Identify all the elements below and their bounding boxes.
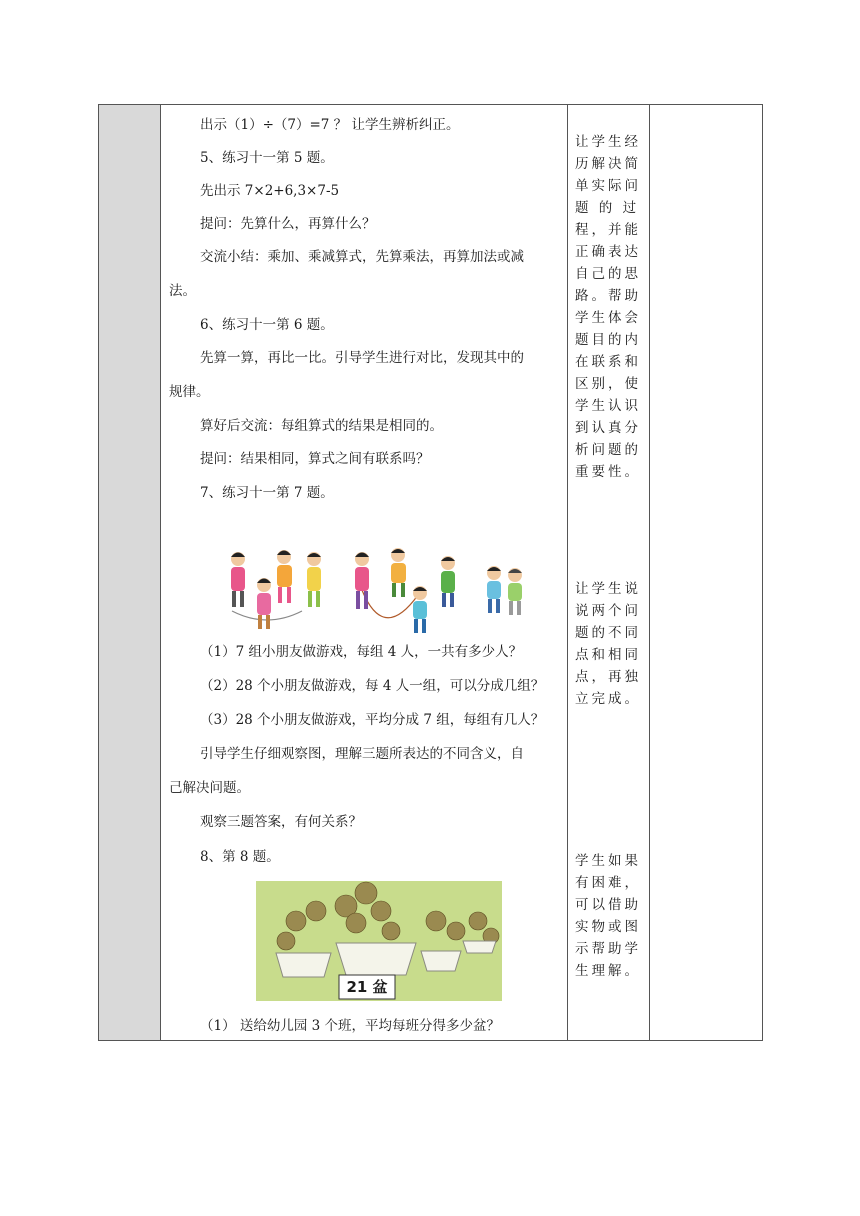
flower-pots-illustration <box>256 881 502 1001</box>
note-line: 实物或图 <box>575 919 641 935</box>
column-divider <box>649 105 650 1040</box>
note-block-1 <box>575 131 647 483</box>
question-3: （3）28 个小朋友做游戏，平均分成 7 组，每组有几人？ <box>200 712 545 728</box>
note-line: 说两个问 <box>575 603 641 619</box>
note-line: 点和相同 <box>575 647 641 663</box>
text-line: 先出示 7×2+6,3×7-5 <box>200 183 340 199</box>
note-line: 在联系和 <box>575 354 641 370</box>
note-line: 学生认识 <box>575 398 641 414</box>
note-block-3 <box>575 850 647 982</box>
question-8-1: （1） 送给幼儿园 3 个班，平均每班分得多少盆？ <box>200 1018 501 1034</box>
text-line: 观察三题答案，有何关系？ <box>200 814 362 830</box>
shaded-column <box>99 105 160 1040</box>
note-line: 历解决简 <box>575 156 641 172</box>
text-line: 提问：先算什么，再算什么？ <box>200 216 376 232</box>
text-line: 算好后交流：每组算式的结果是相同的。 <box>200 418 443 434</box>
text-line: 出示（1）÷（7）=7 ？ 让学生辨析纠正。 <box>200 117 460 133</box>
note-line: 题 的 过 <box>575 200 640 216</box>
note-line: 立完成。 <box>575 691 641 707</box>
question-1: （1）7 组小朋友做游戏，每组 4 人，一共有多少人？ <box>200 644 523 660</box>
group-jump-rope-2 <box>355 548 455 633</box>
note-line: 有困难， <box>575 875 641 891</box>
note-line: 程，并能 <box>575 222 641 238</box>
note-line: 路。帮助 <box>575 288 641 304</box>
exercise-5-heading: 5、练习十一第 5 题。 <box>200 150 334 166</box>
children-playing-illustration <box>222 545 532 637</box>
column-divider <box>160 105 161 1040</box>
column-divider <box>567 105 568 1040</box>
note-line: 区别，使 <box>575 376 641 392</box>
note-line: 正确表达 <box>575 244 641 260</box>
group-standing-children <box>487 566 522 615</box>
exercise-8-heading: 8、第 8 题。 <box>200 849 280 865</box>
flower-count-label: 21 盆 <box>346 978 388 996</box>
text-line: 规律。 <box>169 384 210 400</box>
note-line: 生理解。 <box>575 963 641 979</box>
note-line: 题目的内 <box>575 332 641 348</box>
note-line: 重要性。 <box>575 464 641 480</box>
text-line: 提问：结果相同，算式之间有联系吗？ <box>200 451 430 467</box>
note-block-2 <box>575 578 647 710</box>
note-line: 单实际问 <box>575 178 641 194</box>
note-line: 点，再独 <box>575 669 641 685</box>
question-2: （2）28 个小朋友做游戏，每 4 人一组，可以分成几组？ <box>200 678 545 694</box>
note-line: 自己的思 <box>575 266 641 282</box>
lesson-table <box>98 104 763 1041</box>
note-line: 到认真分 <box>575 420 641 436</box>
note-line: 题的不同 <box>575 625 641 641</box>
text-line: 己解决问题。 <box>169 780 250 796</box>
text-line: 交流小结：乘加、乘减算式，先算乘法，再算加法或减 <box>200 249 524 265</box>
note-line: 析问题的 <box>575 442 641 458</box>
note-line: 可以借助 <box>575 897 641 913</box>
note-line: 让学生说 <box>575 581 641 597</box>
text-line: 法。 <box>169 283 196 299</box>
exercise-7-heading: 7、练习十一第 7 题。 <box>200 485 334 501</box>
text-line: 先算一算，再比一比。引导学生进行对比，发现其中的 <box>200 350 524 366</box>
note-line: 让学生经 <box>575 134 641 150</box>
note-line: 学生体会 <box>575 310 641 326</box>
exercise-6-heading: 6、练习十一第 6 题。 <box>200 317 334 333</box>
note-line: 示帮助学 <box>575 941 641 957</box>
group-jump-rope-1 <box>231 550 321 629</box>
note-line: 学生如果 <box>575 853 641 869</box>
text-line: 引导学生仔细观察图，理解三题所表达的不同含义，自 <box>200 746 524 762</box>
